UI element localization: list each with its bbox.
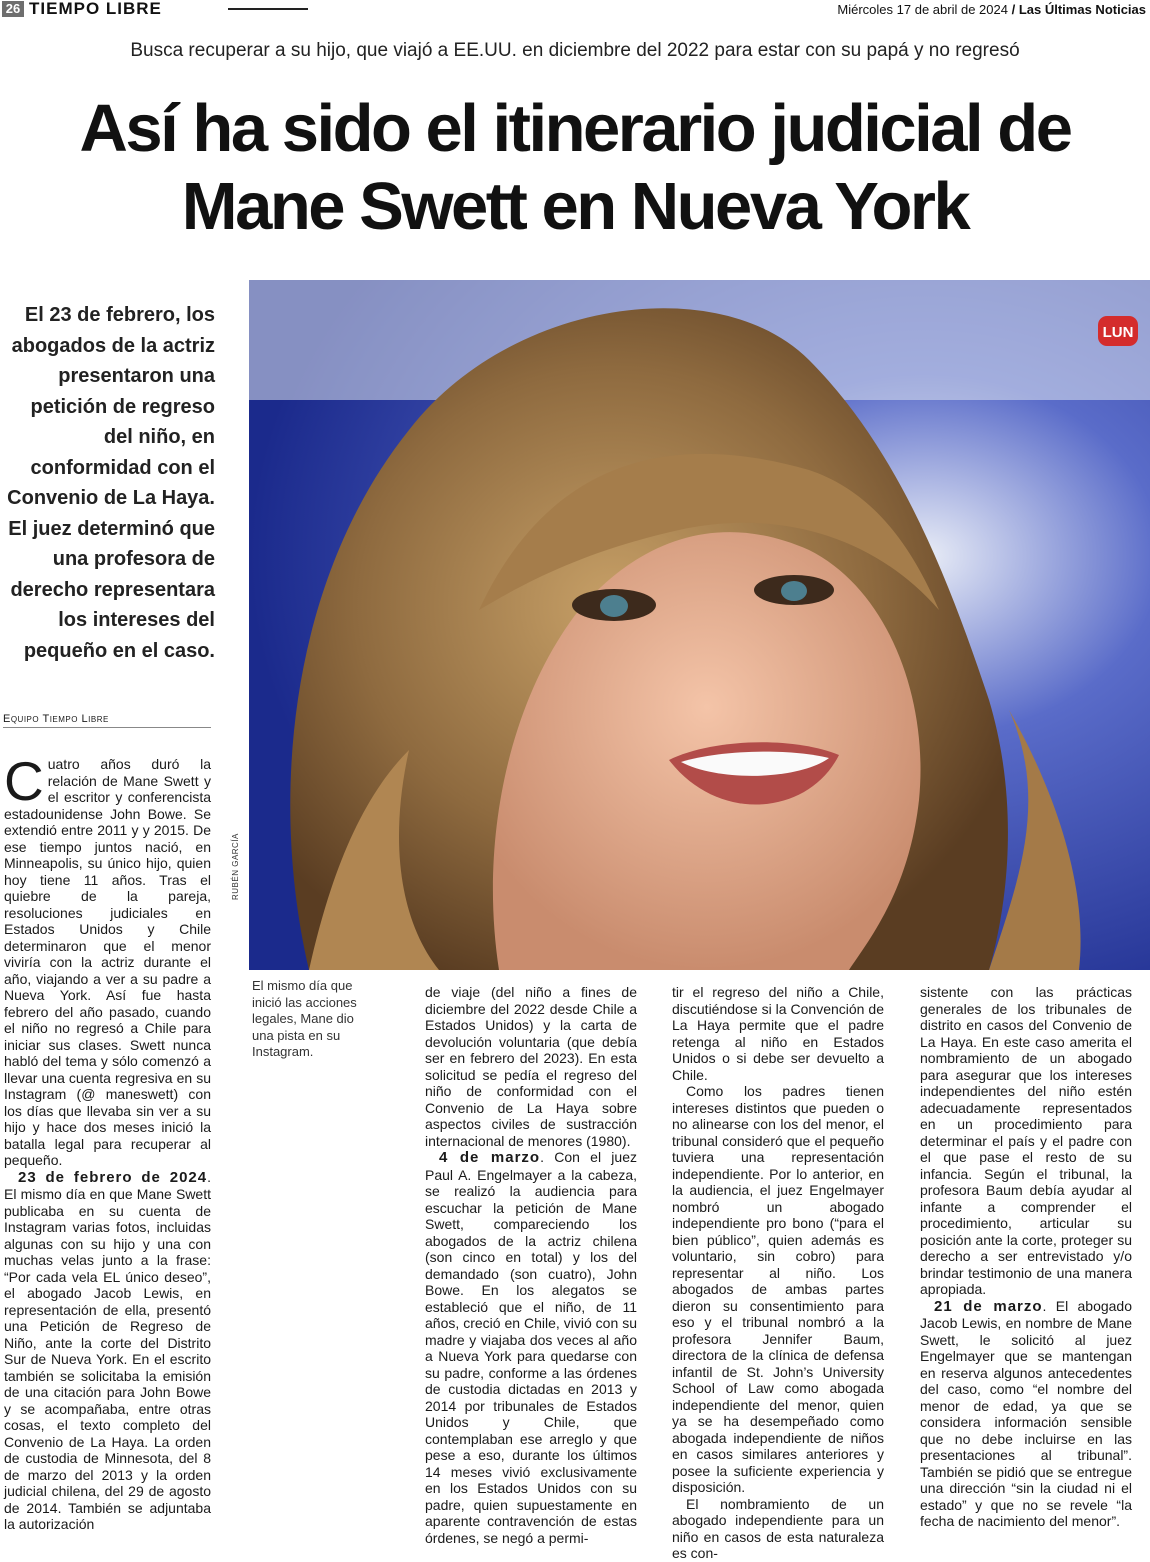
- lead-paragraph: El 23 de febrero, los abogados de la actriz presentaron una petición de regreso del niño, en conformidad con el Convenio de La Haya. El juez determinó que una profesora de derecho representara los intereses del pequeño en el caso.: [7, 304, 215, 662]
- body-column-1: [4, 750, 211, 1533]
- body-paragraph: 21 de marzo. El abogado Jacob Lewis, en nombre de Mane Swett, le solicitó al juez Engelmayer que se mantengan en reserva algunos antecedentes del caso, como “el nombre del menor de edad, ya que se considera información sensible que no debe incluirse en las presentaciones al tribunal”. También se pidió que se entregue una dirección “sin la ciudad ni el estado” y que no se revele “la fecha de nacimiento del menor”.: [920, 1297, 1132, 1529]
- byline-author: Equipo Tiempo Libre: [3, 713, 109, 725]
- body-column-2: [425, 984, 637, 1546]
- date-heading: 23 de febrero de 2024: [18, 1168, 208, 1186]
- headline-line-1: Así ha sido el itinerario judicial de: [79, 91, 1071, 166]
- body-paragraph: El nombramiento de un abogado independiente para un niño en casos de esta naturaleza es con-: [672, 1495, 884, 1561]
- lun-logo-text: LUN: [1102, 324, 1134, 341]
- byline: [3, 713, 211, 728]
- header-rule: [228, 8, 308, 10]
- dateline-separator: /: [1011, 2, 1016, 17]
- dateline: [837, 2, 1146, 17]
- date-heading: 4 de marzo: [439, 1149, 541, 1166]
- photo-caption: El mismo día que inició las acciones legales, Mane dio una pista en su Instagram.: [252, 978, 357, 1059]
- body-paragraph: Como los padres tienen intereses distintos que pueden o no alinearse con los del menor, el tribunal consideró que el pequeño tuviera una representación independiente. Por lo anterior, en la audiencia, el juez Engelmayer nombró un abogado independiente pro bono (“para el bien público”, quien además es voluntario, sin cobro) para representar al niño. Los abogados de ambas partes dieron su consentimiento para eso y el tribunal nombró a la profesora Jennifer Baum, directora de la clínica de defensa infantil de St. John’s University School of Law como abogada independiente del menor, quien ya se ha desempeñado como abogada independiente de niños en casos similares anteriores y posee la suficiente experiencia y disposición.: [672, 1083, 884, 1495]
- section-title: TIEMPO LIBRE: [29, 0, 162, 18]
- body-column-4: [920, 984, 1132, 1530]
- body-paragraph: Cuatro años duró la relación de Mane Swett y el escritor y conferencista estadounidense John Bowe. Se extendió entre 2011 y y 2015. De ese tiempo juntos nació, en Minneapolis, su único hijo, quien hoy tiene 11 años. Tras el quiebre de la pareja, resoluciones judiciales en Estados Unidos y Chile determinaron que el menor viviría con la actriz durante el año, viajando a ver a su padre a Nueva York. Así fue hasta febrero del año pasado, cuando el niño no regresó a Chile para iniciar sus clases. Swett nunca habló del tema y sólo comenzó a llevar una cuenta regresiva en su Instagram (@ maneswett) con los días que llevaba sin ver a su hijo y hace dos meses inició la batalla legal para recuperar al pequeño.: [4, 750, 211, 1168]
- issue-date: Miércoles 17 de abril de 2024: [837, 2, 1008, 17]
- body-paragraph: sistente con las prácticas generales de los tribunales de distrito en casos del Convenio de La Haya. En este caso amerita el nombramiento de un abogado para asegurar que los intereses independientes del niño estén adecuadamente representados en un procedimiento para determinar el país y el padre con el que pase el resto de su infancia. Según el tribunal, la profesora Baum debía ayudar al infante a comprender el procedimiento, articular su posición ante la corte, proteger su derecho a ser entrevistado y/o brindar testimonio de una manera apropiada.: [920, 984, 1132, 1297]
- kicker: Busca recuperar a su hijo, que viajó a EE.UU. en diciembre del 2022 para estar con su papá y no regresó: [130, 40, 1020, 61]
- body-paragraph: 4 de marzo. Con el juez Paul A. Engelmayer a la cabeza, se realizó la audiencia para escuchar la petición de Mane Swett, compareciendo los abogados de la actriz chilena (son cinco en total) y los del demandado (son cuatro), John Bowe. En los alegatos se estableció que el niño, de 11 años, creció en Chile, vivió con su madre y viajaba dos veces al año a Nueva York para quedarse con su padre, conforme a las órdenes de custodia dictadas en 2013 y 2014 por tribunales de Estados Unidos y Chile, que contemplaban ese arreglo y que pese a eso, durante los últimos 14 meses vivió exclusivamente en los Estados Unidos con su padre, quien supuestamente en aparente contravención de estas órdenes, se negó a permi-: [425, 1149, 637, 1546]
- body-column-3: [672, 984, 884, 1562]
- publication-name: Las Últimas Noticias: [1018, 2, 1146, 17]
- photo-credit: RUBÉN GARCÍA: [231, 833, 240, 900]
- page-header: [0, 0, 1150, 18]
- body-paragraph: 23 de febrero de 2024. El mismo día en que Mane Swett publicaba en su cuenta de Instagram varias fotos, incluidas algunas con su hijo y una con muchas velas junto a la frase: “Por cada vela EL único deseo”, el abogado Jacob Lewis, en representación de ella, presentó una Petición de Regreso de Niño, ante la corte del Distrito Sur de Nueva York. En el escrito también se solicitaba la emisión de una citación para John Bowe y se acompañaba, entre otras cosas, el texto completo del Convenio de La Haya. La orden de custodia de Minnesota, del 8 de marzo del 2013 y la orden judicial chilena, del 29 de agosto de 2014. También se adjuntaba la autorización: [4, 1168, 211, 1532]
- body-paragraph: tir el regreso del niño a Chile, discutiéndose si la Convención de La Haya permite que el padre retenga al niño en Estados Unidos o si debe ser devuelto a Chile.: [672, 984, 884, 1083]
- headline-line-2: Mane Swett en Nueva York: [181, 169, 969, 244]
- drop-cap: C: [4, 750, 44, 812]
- body-paragraph: de viaje (del niño a fines de diciembre del 2022 desde Chile a Estados Unidos) y la carta de devolución voluntaria (que debía ser en febrero del 2023). En esta solicitud se pedía el regreso del niño de conformidad con el Convenio de La Haya sobre aspectos civiles de sustracción internacional de menores (1980).: [425, 984, 637, 1149]
- portrait-photo: [249, 280, 1150, 970]
- article-photo: [249, 280, 1150, 970]
- page-number: 26: [2, 1, 24, 17]
- date-heading: 21 de marzo: [934, 1297, 1043, 1315]
- headline: [0, 90, 1150, 246]
